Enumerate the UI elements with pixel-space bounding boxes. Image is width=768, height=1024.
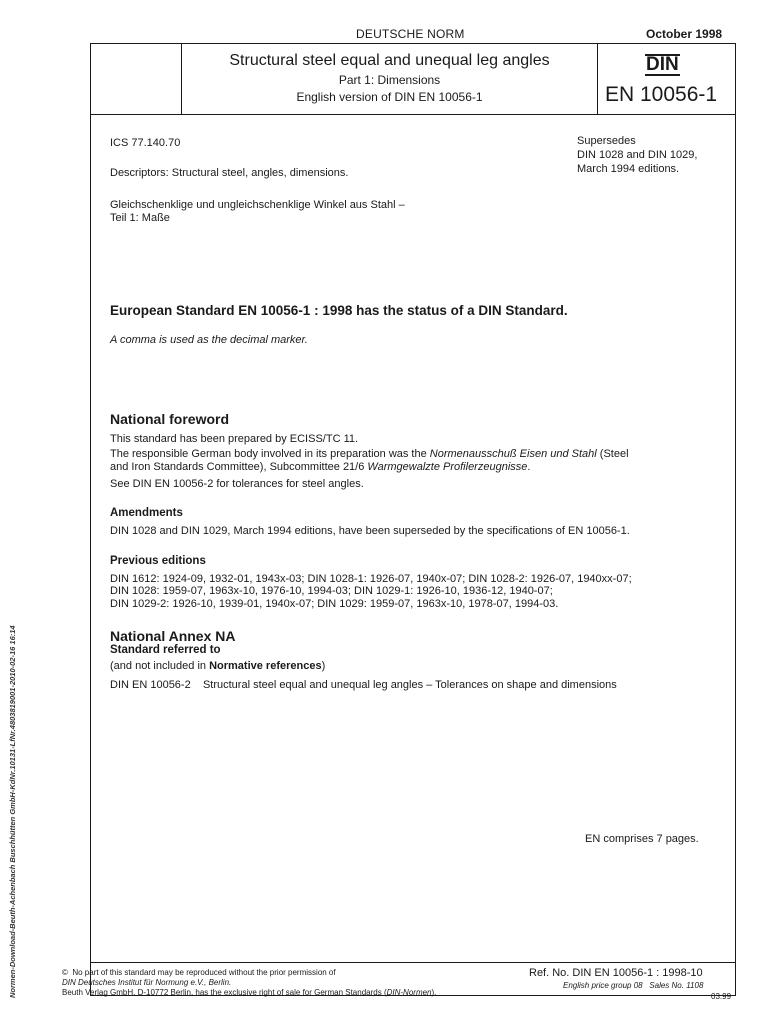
text-run: (Steel	[596, 448, 629, 460]
referenced-standard-title: Structural steel equal and unequal leg angles – Tolerances on shape and dimensions	[202, 679, 617, 691]
amendments-heading: Amendments	[110, 507, 183, 519]
text-run: )	[321, 660, 326, 672]
committee-name: Normenausschuß Eisen und Stahl	[429, 448, 597, 460]
supersedes-line: DIN 1028 and DIN 1029,	[577, 149, 698, 161]
ics-code: ICS 77.140.70	[110, 137, 181, 149]
amendments-text: DIN 1028 and DIN 1029, March 1994 editions, have been superseded by the specifications of EN 10056-1.	[110, 525, 630, 537]
national-foreword-heading: National foreword	[110, 411, 230, 427]
supersedes-note	[577, 134, 732, 176]
previous-editions-line: DIN 1029-2: 1926-10, 1939-01, 1940x-07; DIN 1029: 1959-07, 1963x-10, 1978-07, 1994-03.	[110, 598, 559, 610]
document-version: English version of DIN EN 10056-1	[296, 90, 483, 104]
issue-date: October 1998	[646, 27, 723, 41]
foreword-paragraph: This standard has been prepared by ECISS/TC 11.	[110, 433, 359, 445]
previous-editions-line: DIN 1612: 1924-09, 1932-01, 1943x-03; DIN 1028-1: 1926-07, 1940x-07; DIN 1028-2: 1926-07, 1940xx-07;	[110, 573, 632, 585]
page-count-note: EN comprises 7 pages.	[585, 833, 699, 845]
download-watermark: Normen-Download-Beuth-Achenbach Buschhütten GmbH-KdNr.10131-LfNr.4803819001-2010-02-16 16:14	[8, 625, 17, 998]
referenced-standard-number: DIN EN 10056-2	[110, 679, 191, 691]
text-run: No part of this standard may be reproduced without the prior permission of	[72, 968, 336, 977]
text-run: Beuth Verlag GmbH, D-10772 Berlin, has the exclusive right of sale for German Standards (	[62, 988, 387, 997]
copyright-icon: ©	[62, 968, 68, 977]
foreword-paragraph: See DIN EN 10056-2 for tolerances for steel angles.	[110, 478, 364, 490]
title-divider-right	[597, 43, 598, 115]
german-title-line: Gleichschenklige und ungleichschenklige Winkel aus Stahl –	[110, 199, 405, 211]
norm-label: DEUTSCHE NORM	[356, 27, 465, 41]
german-title-line: Teil 1: Maße	[110, 212, 170, 224]
copyright-line	[62, 988, 436, 998]
document-title: Structural steel equal and unequal leg angles	[229, 52, 550, 69]
text-run: ).	[431, 988, 437, 997]
decimal-note: A comma is used as the decimal marker.	[110, 334, 308, 346]
document-part: Part 1: Dimensions	[338, 73, 441, 87]
status-statement: European Standard EN 10056-1 : 1998 has the status of a DIN Standard.	[110, 303, 568, 318]
copyright-line: DIN Deutsches Institut für Normung e.V., Berlin.	[62, 978, 232, 987]
national-annex-heading: National Annex NA	[110, 628, 236, 644]
subcommittee-name: Warmgewalzte Profilerzeugnisse	[367, 461, 528, 473]
national-annex-note	[110, 659, 325, 673]
copyright-line	[62, 968, 336, 978]
text-run: The responsible German body involved in its preparation was the	[110, 448, 430, 460]
previous-editions-heading: Previous editions	[110, 555, 206, 567]
print-date-code: 03.99	[711, 992, 732, 1001]
text-run: .	[527, 461, 531, 473]
din-logo: DIN	[646, 54, 679, 75]
supersedes-line: March 1994 editions.	[577, 163, 680, 175]
sales-number: Sales No. 1108	[649, 981, 704, 990]
footer-divider	[90, 962, 736, 963]
foreword-paragraph-line	[110, 447, 722, 461]
document-number: EN 10056-1	[605, 83, 718, 106]
text-run: and Iron Standards Committee), Subcommittee 21/6	[110, 461, 368, 473]
price-group: English price group 08	[563, 981, 643, 990]
previous-editions-line: DIN 1028: 1959-07, 1963x-10, 1976-10, 1994-03; DIN 1029-1: 1926-10, 1936-12, 1940-07;	[110, 585, 553, 597]
referenced-standard	[110, 678, 617, 692]
reference-number: Ref. No. DIN EN 10056-1 : 1998-10	[529, 967, 703, 979]
text-run: (and not included in	[110, 660, 210, 672]
national-annex-subheading: Standard referred to	[110, 644, 221, 656]
normative-references-label: Normative references	[209, 660, 322, 672]
descriptors: Descriptors: Structural steel, angles, dimensions.	[110, 167, 349, 179]
supersedes-line: Supersedes	[577, 135, 636, 147]
price-line	[563, 981, 703, 991]
text-run: DIN-Normen	[386, 988, 432, 997]
page-frame	[90, 43, 736, 996]
foreword-paragraph-line	[110, 460, 722, 474]
